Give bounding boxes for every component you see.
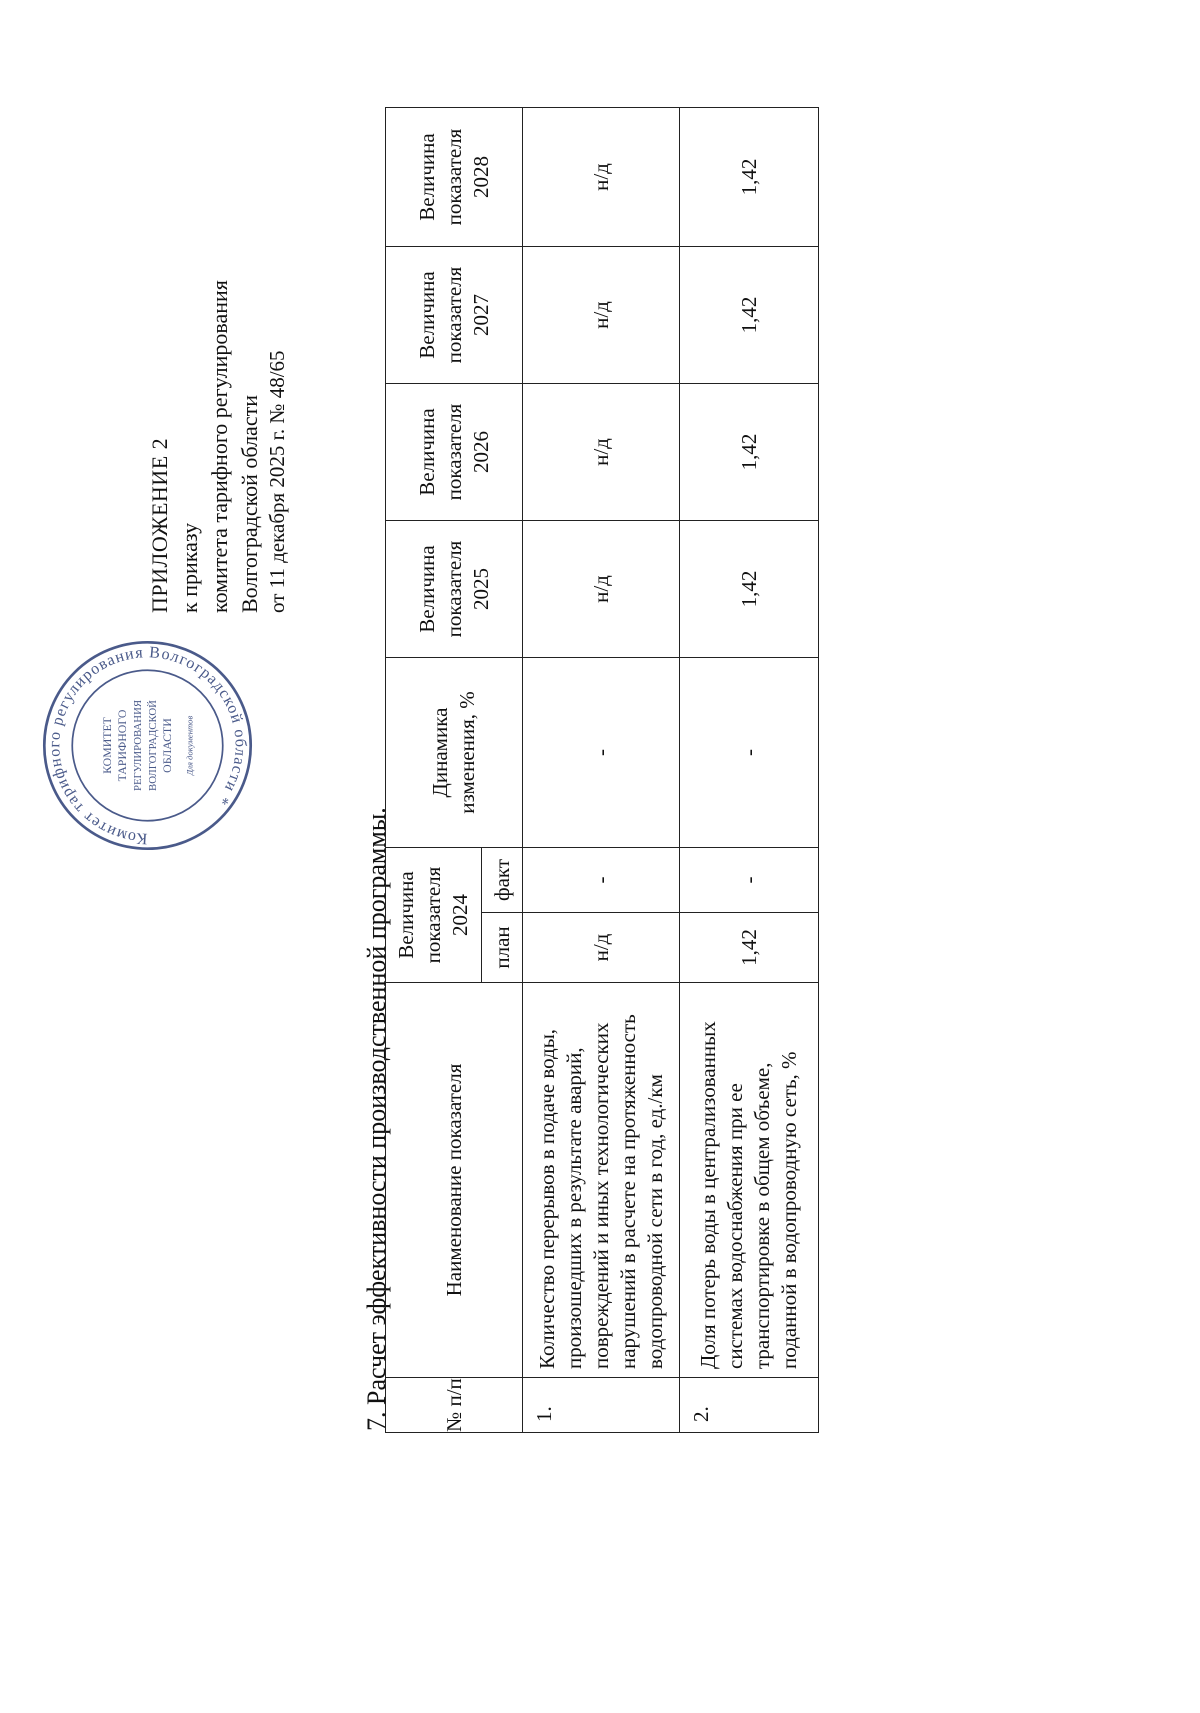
row-value-2028: 1,42 (680, 108, 819, 247)
header-num: № п/п (386, 1378, 523, 1433)
appendix-to-order: к приказу (177, 522, 202, 613)
appendix-committee: комитета тарифного регулирования (207, 280, 232, 613)
header-name: Наименование показателя (386, 983, 523, 1378)
header-value-2024: Величина показателя 2024 (386, 848, 482, 983)
row-value-2025: 1,42 (680, 521, 819, 658)
header-dynamics: Динамика изменения, % (386, 658, 523, 848)
row-name: Количество перерывов в подаче воды, произошедших в результате аварий, повреждений и иных технологических нарушений в расчете на протяженность водопроводной сети в год, ед./км (523, 983, 680, 1378)
section-caption: 7. Расчет эффективности производственной программы. (362, 807, 391, 1431)
header-value-2027: Величина показателя 2027 (386, 247, 523, 384)
row-value-2026: н/д (523, 384, 680, 521)
official-seal (40, 638, 255, 853)
header-plan: план (482, 913, 523, 983)
seal-line: ВОЛГОГРАДСКОЙ (147, 700, 160, 791)
seal-line: РЕГУЛИРОВАНИЯ (132, 699, 145, 792)
row-value-2028: н/д (523, 108, 680, 247)
seal-line: ОБЛАСТИ (160, 718, 175, 773)
row-plan: 1,42 (680, 913, 819, 983)
row-dynamics: - (523, 658, 680, 848)
header-fact: факт (482, 848, 523, 913)
seal-line: ТАРИФНОГО (115, 709, 129, 782)
row-value-2027: 1,42 (680, 247, 819, 384)
seal-outer-text: Комитет тарифного регулирования Волгоградской области * (46, 644, 249, 847)
table-row (680, 108, 819, 1433)
seal-line: КОМИТЕТ (99, 717, 114, 774)
appendix-region: Волгоградской области (237, 395, 262, 613)
header-value-2028: Величина показателя 2028 (386, 108, 523, 247)
row-value-2027: н/д (523, 247, 680, 384)
row-dynamics: - (680, 658, 819, 848)
row-name: Доля потерь воды в централизованных системах водоснабжения при ее транспортировке в общем объеме, поданной в водопроводную сеть, % (680, 983, 819, 1378)
row-value-2026: 1,42 (680, 384, 819, 521)
row-fact: - (680, 848, 819, 913)
row-fact: - (523, 848, 680, 913)
header-value-2025: Величина показателя 2025 (386, 521, 523, 658)
seal-small-text: Для документов (184, 715, 195, 776)
appendix-header (145, 193, 265, 613)
appendix-title: ПРИЛОЖЕНИЕ 2 (147, 437, 172, 613)
order-date: от 11 декабря 2025 г. № 48/65 (265, 350, 289, 613)
row-num: 2. (680, 1378, 819, 1433)
row-num: 1. (523, 1378, 680, 1433)
row-value-2025: н/д (523, 521, 680, 658)
row-plan: н/д (523, 913, 680, 983)
header-value-2026: Величина показателя 2026 (386, 384, 523, 521)
efficiency-table (385, 107, 819, 1433)
table-row (523, 108, 680, 1433)
